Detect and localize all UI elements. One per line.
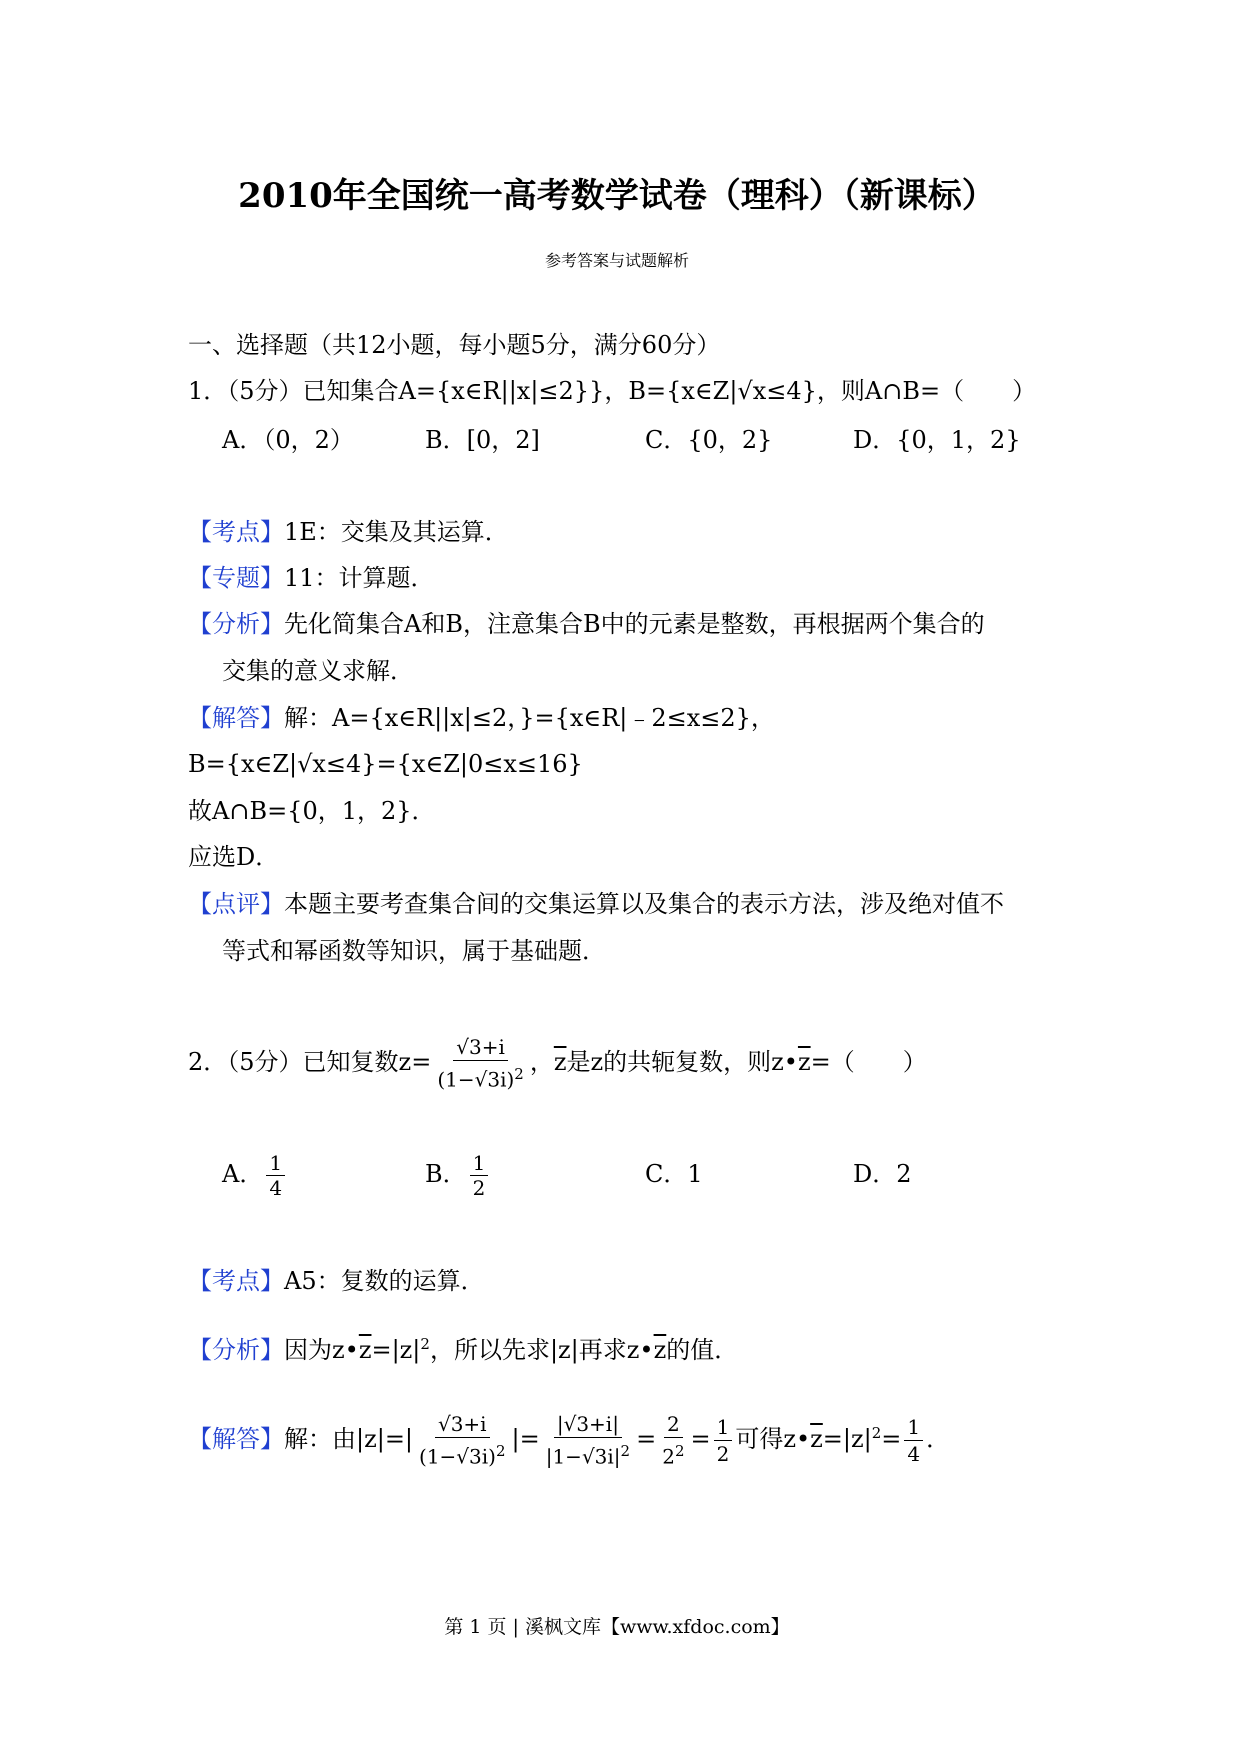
q2-fenxi-eq: =|z| bbox=[371, 1336, 421, 1364]
q1-zhuanti-text: 11：计算题． bbox=[284, 564, 435, 592]
q2-fenxi-b: ，所以先求|z|再求 bbox=[429, 1336, 627, 1364]
q2-prod-zbar: $\overline{z}$ bbox=[797, 1048, 811, 1076]
q2-stem-fraction bbox=[434, 1034, 527, 1093]
q2-jieda-frac-3 bbox=[659, 1411, 687, 1470]
q1-kaodian bbox=[188, 515, 509, 549]
q2-jieda-end: ． bbox=[926, 1425, 951, 1453]
q2-jieda-f2-exp: 2 bbox=[620, 1442, 631, 1461]
q1-kaodian-text: 1E：交集及其运算． bbox=[284, 518, 509, 546]
q2-jieda-b: 可得 bbox=[735, 1425, 784, 1453]
q2-fenxi-c: 的值． bbox=[666, 1336, 739, 1364]
q1-fenxi bbox=[188, 607, 985, 641]
q2-option-b-den: 2 bbox=[472, 1176, 486, 1200]
q1-kaodian-tag: 【考点】 bbox=[188, 518, 284, 546]
q2-fenxi-zbar: $\overline{z}$ bbox=[358, 1336, 372, 1364]
q2-jieda-f3-num: 2 bbox=[664, 1411, 683, 1438]
q1-dianping bbox=[188, 887, 1004, 921]
q1-option-b: B．[0，2] bbox=[425, 426, 540, 454]
q2-jieda-tag: 【解答】 bbox=[188, 1425, 284, 1453]
q2-jieda-c: =|z| bbox=[822, 1425, 872, 1453]
q1-fenxi-text-1: 先化简集合A和B，注意集合B中的元素是整数，再根据两个集合的 bbox=[284, 610, 985, 638]
q2-option-a-label: A． bbox=[222, 1160, 264, 1188]
q1-stem bbox=[188, 374, 1036, 408]
q2-jieda-f4-den: 2 bbox=[716, 1442, 730, 1466]
q2-fenxi-zbar-2: $\overline{z}$ bbox=[653, 1336, 667, 1364]
q2-jieda-f5-num: 1 bbox=[904, 1414, 923, 1441]
q2-option-d: D．2 bbox=[853, 1160, 912, 1188]
q1-jieda bbox=[188, 701, 775, 735]
q2-jieda-f1-den: (1−√3i) bbox=[419, 1444, 496, 1469]
q1-dianping-tag: 【点评】 bbox=[188, 890, 284, 918]
q2-z-eq: z= bbox=[398, 1048, 432, 1076]
page-subtitle: 参考答案与试题解析 bbox=[544, 251, 689, 270]
q2-jieda-c-exp: 2 bbox=[871, 1424, 882, 1442]
q2-fenxi-prod-2: z• bbox=[626, 1336, 654, 1364]
q1-jieda-text-1: 解：A={x∈R||x|≤2，}={x∈R|﹣2≤x≤2}， bbox=[284, 704, 775, 732]
q2-jieda-prod: z• bbox=[783, 1425, 811, 1453]
q2-fenxi-tag: 【分析】 bbox=[188, 1336, 284, 1364]
q2-stem-a: 2．（5分）已知复数 bbox=[188, 1048, 399, 1076]
q1-stem-b: B={x∈Z|√x≤4} bbox=[628, 377, 817, 405]
q2-fenxi bbox=[188, 1327, 738, 1367]
q2-jieda-eq-1: = bbox=[636, 1425, 657, 1453]
q2-jieda bbox=[188, 1398, 950, 1474]
q2-stem bbox=[188, 1032, 927, 1093]
q1-option-a: A．（0，2） bbox=[222, 426, 354, 454]
q2-option-b-num: 1 bbox=[470, 1151, 489, 1176]
q1-jieda-tag: 【解答】 bbox=[188, 704, 284, 732]
q2-jieda-zbar: $\overline{z}$ bbox=[810, 1425, 823, 1453]
q2-jieda-f1-exp: 2 bbox=[495, 1442, 506, 1461]
q2-jieda-frac-4 bbox=[714, 1414, 733, 1467]
q2-jieda-f2-den: |1−√3i| bbox=[545, 1444, 621, 1469]
q1-fenxi-tag: 【分析】 bbox=[188, 610, 284, 638]
q2-jieda-f3-den: 2 bbox=[662, 1444, 675, 1469]
q2-frac-num: √3+i bbox=[453, 1034, 508, 1061]
q1-stem-a: 1．（5分）已知集合A={x∈R||x|≤2}}， bbox=[188, 377, 629, 405]
q2-jieda-frac-5 bbox=[904, 1414, 923, 1467]
q2-kaodian bbox=[188, 1264, 485, 1298]
q2-frac-den: (1−√3i) bbox=[437, 1067, 515, 1092]
q2-jieda-a: 解：由|z|=| bbox=[284, 1425, 414, 1453]
q1-dianping-text-1: 本题主要考查集合间的交集运算以及集合的表示方法，涉及绝对值不 bbox=[284, 890, 1004, 918]
q1-zhuanti-tag: 【专题】 bbox=[188, 564, 284, 592]
q2-option-b-fraction bbox=[470, 1151, 489, 1200]
q2-fenxi-a: 因为 bbox=[284, 1336, 332, 1364]
q2-jieda-eq-3: = bbox=[881, 1425, 902, 1453]
q1-option-c: C．{0，2} bbox=[645, 426, 773, 454]
page-title: 2010年全国统一高考数学试卷（理科）（新课标） bbox=[238, 176, 996, 216]
q2-jieda-eq-2: = bbox=[690, 1425, 711, 1453]
q2-frac-den-exp: 2 bbox=[514, 1065, 524, 1084]
q2-option-a bbox=[222, 1146, 288, 1202]
q2-option-a-fraction bbox=[266, 1151, 285, 1200]
q2-jieda-f5-den: 4 bbox=[907, 1442, 921, 1466]
q1-jieda-text-2: B={x∈Z|√x≤4}={x∈Z|0≤x≤16} bbox=[188, 750, 583, 778]
q2-jieda-frac-1 bbox=[416, 1411, 509, 1470]
q1-dianping-text-2: 等式和幂函数等知识，属于基础题． bbox=[222, 937, 606, 965]
q2-kaodian-tag: 【考点】 bbox=[188, 1267, 284, 1295]
q2-jieda-f2-num: |√3+i| bbox=[554, 1411, 622, 1438]
q2-zbar: $\overline{z}$ bbox=[553, 1048, 567, 1076]
q2-option-a-den: 4 bbox=[269, 1176, 283, 1200]
q2-option-b-label: B． bbox=[425, 1160, 467, 1188]
q2-stem-d: =（ ） bbox=[810, 1048, 927, 1076]
q1-fenxi-text-2: 交集的意义求解． bbox=[222, 657, 414, 685]
q2-jieda-f1-num: √3+i bbox=[435, 1411, 490, 1438]
q2-option-c: C．1 bbox=[645, 1160, 703, 1188]
q2-jieda-f4-num: 1 bbox=[714, 1414, 733, 1441]
q2-fenxi-exp: 2 bbox=[420, 1335, 430, 1353]
q2-prod: z• bbox=[771, 1048, 798, 1076]
q2-jieda-frac-2 bbox=[543, 1411, 633, 1470]
q2-stem-c: 是z的共轭复数，则 bbox=[566, 1048, 772, 1076]
page-footer: 第 1 页 | 溪枫文库【www.xfdoc.com】 bbox=[444, 1616, 790, 1638]
q2-fenxi-prod: z• bbox=[332, 1336, 359, 1364]
q2-jieda-mid: |= bbox=[511, 1425, 540, 1453]
q1-option-d: D．{0，1，2} bbox=[853, 426, 1021, 454]
q1-stem-c: ，则A∩B=（ ） bbox=[816, 377, 1037, 405]
q2-stem-b: ， bbox=[529, 1048, 554, 1076]
q2-kaodian-text: A5：复数的运算． bbox=[284, 1267, 485, 1295]
q1-jieda-text-4: 应选D． bbox=[188, 843, 280, 871]
section-heading: 一、选择题（共12小题，每小题5分，满分60分） bbox=[188, 331, 721, 359]
q2-option-b bbox=[425, 1146, 491, 1202]
q1-zhuanti bbox=[188, 561, 435, 595]
q2-option-a-num: 1 bbox=[266, 1151, 285, 1176]
q2-jieda-f3-exp: 2 bbox=[674, 1442, 685, 1461]
q1-jieda-text-3: 故A∩B={0，1，2}． bbox=[188, 797, 436, 825]
